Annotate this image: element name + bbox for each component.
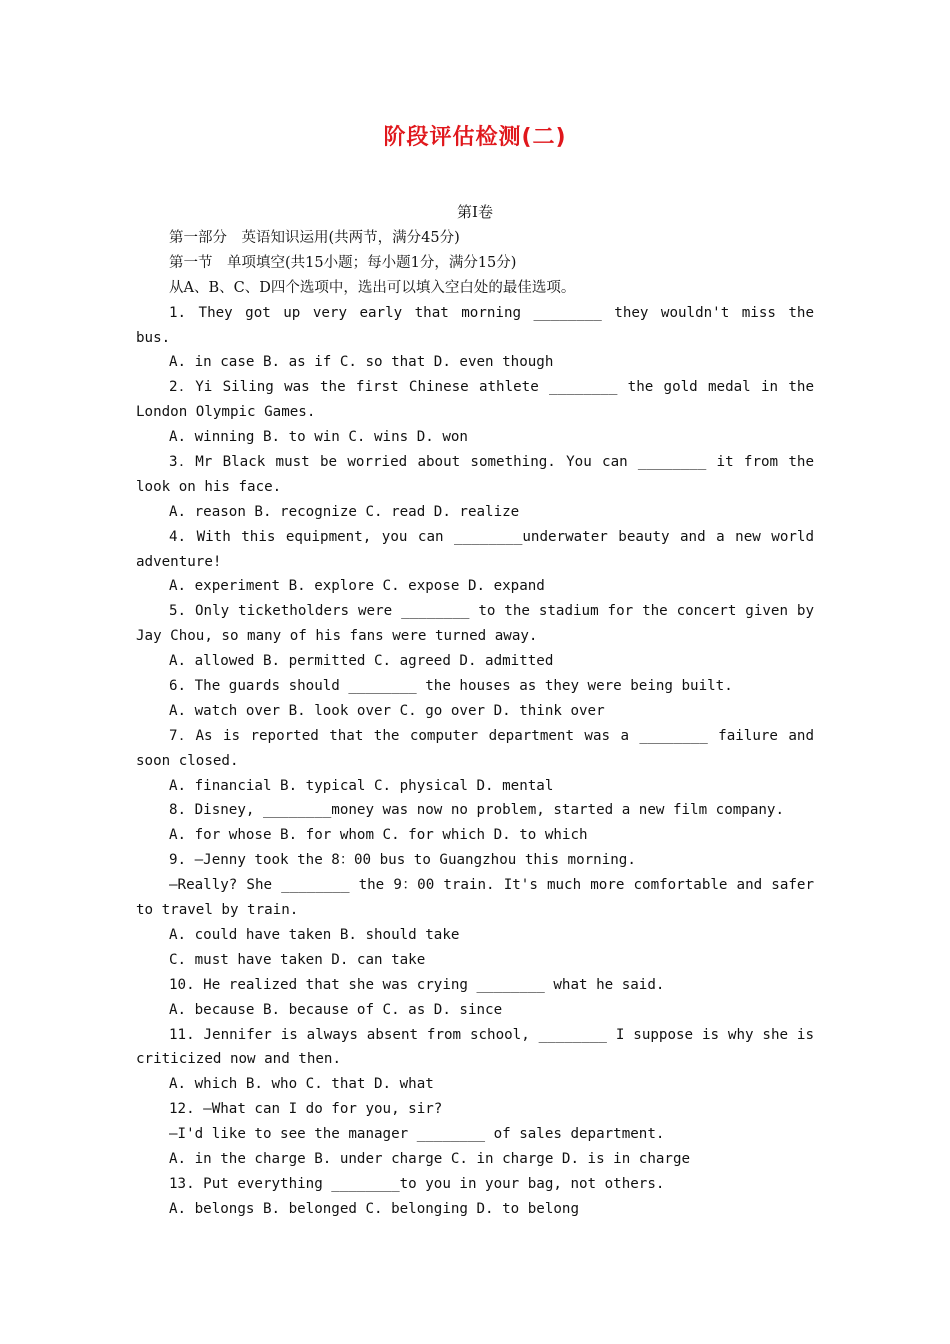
- question-stem-continued: look on his face.: [136, 478, 282, 495]
- answer-options: A. watch over B. look over C. go over D. think over: [169, 702, 605, 719]
- question-stem: 12. —What can I do for you, sir?: [169, 1101, 443, 1118]
- answer-options: A. in the charge B. under charge C. in charge D. is in charge: [169, 1150, 691, 1167]
- instruction-text: 从A、B、C、D四个选项中，选出可以填入空白处的最佳选项。: [169, 279, 576, 296]
- answer-options: A. which B. who C. that D. what: [169, 1076, 434, 1093]
- question-reply: —Really? She ________ the 9：00 train. It's much more comfortable and safer: [169, 877, 814, 894]
- question-stem-continued: soon closed.: [136, 752, 239, 769]
- question-stem: 13. Put everything ________to you in your bag, not others.: [169, 1175, 665, 1192]
- question-reply: —I'd like to see the manager ________ of sales department.: [169, 1126, 665, 1143]
- answer-options: A. allowed B. permitted C. agreed D. admitted: [169, 653, 554, 670]
- answer-options: A. for whose B. for whom C. for which D. to which: [169, 827, 588, 844]
- answer-options: C. must have taken D. can take: [169, 951, 426, 968]
- answer-options: A. because B. because of C. as D. since: [169, 1001, 503, 1018]
- answer-options: A. reason B. recognize C. read D. realize: [169, 503, 520, 520]
- question-stem: 11. Jennifer is always absent from school, ________ I suppose is why she is: [169, 1026, 814, 1043]
- answer-options: A. financial B. typical C. physical D. mental: [169, 777, 554, 794]
- question-item: [136, 525, 814, 600]
- answer-options: A. experiment B. explore C. expose D. expand: [169, 578, 545, 595]
- question-stem-continued: bus.: [136, 329, 171, 346]
- answer-options: A. in case B. as if C. so that D. even though: [169, 354, 554, 371]
- question-stem: 3．Mr Black must be worried about something. You can ________ it from the: [169, 454, 814, 471]
- question-stem: 1. They got up very early that morning ________ they wouldn't miss the: [169, 304, 814, 321]
- document-title: 阶段评估检测(二): [383, 125, 567, 150]
- question-item: [136, 674, 814, 724]
- question-stem-continued: criticized now and then.: [136, 1051, 341, 1068]
- question-item: [136, 848, 814, 972]
- answer-options: A. winning B. to win C. wins D. won: [169, 429, 468, 446]
- question-item: [136, 798, 814, 848]
- question-stem: 9. —Jenny took the 8：00 bus to Guangzhou this morning.: [169, 852, 636, 869]
- question-item: [136, 1172, 814, 1222]
- question-stem: 5. Only ticketholders were ________ to the stadium for the concert given by: [169, 603, 814, 620]
- section-heading: 第一节 单项填空(共15小题；每小题1分，满分15分): [169, 254, 517, 271]
- question-stem-continued: Jay Chou, so many of his fans were turned away.: [136, 628, 538, 645]
- volume-heading: 第Ⅰ卷: [457, 203, 493, 221]
- question-item: [136, 1023, 814, 1098]
- question-item: [136, 724, 814, 799]
- question-stem: 6. The guards should ________ the houses as they were being built.: [169, 678, 733, 695]
- question-stem-continued: London Olympic Games.: [136, 404, 316, 421]
- part-heading: 第一部分 英语知识运用(共两节，满分45分): [169, 230, 460, 246]
- answer-options: A. could have taken B. should take: [169, 926, 460, 943]
- question-reply: to travel by train.: [136, 902, 299, 919]
- question-item: [136, 450, 814, 525]
- question-list: [136, 301, 814, 1222]
- question-stem: 10. He realized that she was crying ________ what he said.: [169, 976, 665, 993]
- question-item: [136, 973, 814, 1023]
- question-item: [136, 375, 814, 450]
- document-body: [136, 226, 814, 1222]
- question-stem: 2．Yi Siling was the first Chinese athlete ________ the gold medal in the: [169, 379, 814, 396]
- question-stem: 4. With this equipment, you can ________underwater beauty and a new world: [169, 528, 814, 545]
- question-stem: 7．As is reported that the computer department was a ________ failure and: [169, 727, 814, 744]
- question-item: [136, 301, 814, 376]
- question-stem: 8. Disney, ________money was now no problem, started a new film company.: [169, 802, 784, 819]
- answer-options: A. belongs B. belonged C. belonging D. to belong: [169, 1200, 579, 1217]
- question-item: [136, 1097, 814, 1172]
- question-item: [136, 599, 814, 674]
- question-stem-continued: adventure!: [136, 553, 222, 570]
